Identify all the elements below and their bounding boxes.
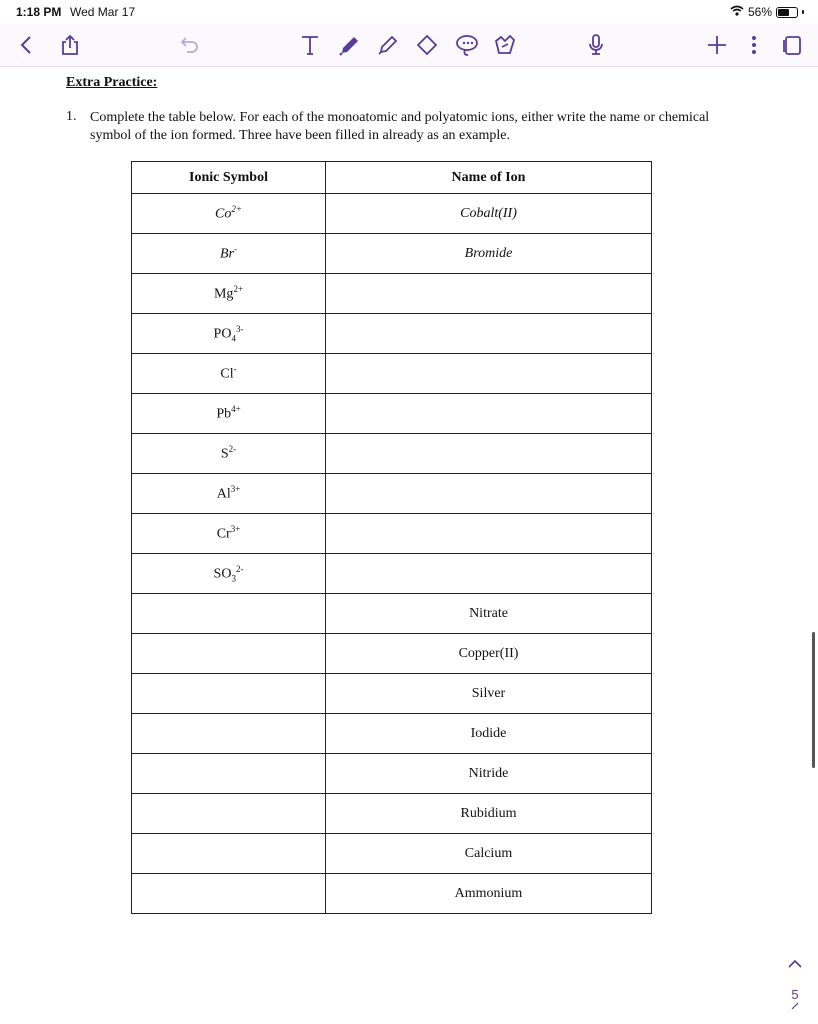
table-row: [132, 554, 652, 594]
ion-name: Copper(II): [458, 645, 519, 661]
symbol-charge: 2-: [228, 444, 237, 455]
ion-name-cell[interactable]: [326, 274, 652, 314]
section-heading: Extra Practice:: [66, 75, 158, 90]
ionic-symbol-cell[interactable]: [132, 674, 326, 714]
symbol-charge: 4+: [231, 404, 241, 415]
ion-name: Nitrate: [469, 605, 508, 621]
symbol-base: Br: [220, 246, 234, 262]
symbol-charge: 2+: [233, 284, 244, 295]
symbol-base: Co: [215, 206, 232, 222]
lasso-icon[interactable]: [452, 24, 482, 66]
status-time: 1:18 PM: [16, 5, 62, 19]
page-divider-icon: [785, 1002, 805, 1013]
symbol-base: PO: [213, 326, 232, 342]
status-right: [730, 5, 804, 19]
ion-name-cell[interactable]: [326, 634, 652, 674]
ion-name-cell[interactable]: [326, 794, 652, 834]
ionic-symbol-cell[interactable]: [132, 754, 326, 794]
ion-name: Rubidium: [460, 805, 517, 821]
table-row: [132, 514, 652, 554]
ionic-symbol-cell[interactable]: [132, 834, 326, 874]
ionic-symbol-cell[interactable]: [132, 354, 326, 394]
ion-name-cell[interactable]: [326, 234, 652, 274]
ion-name-cell[interactable]: [326, 754, 652, 794]
ion-name-cell[interactable]: [326, 674, 652, 714]
ionic-symbol-cell[interactable]: [132, 554, 326, 594]
symbol-base: Pb: [216, 406, 232, 422]
table-row: [132, 594, 652, 634]
ion-name: Ammonium: [454, 885, 523, 901]
undo-icon[interactable]: [176, 24, 204, 66]
ion-name-cell[interactable]: [326, 874, 652, 914]
ion-name-cell[interactable]: [326, 314, 652, 354]
ionic-symbol-cell[interactable]: [132, 514, 326, 554]
microphone-icon[interactable]: [582, 24, 610, 66]
ion-name-cell[interactable]: [326, 834, 652, 874]
header-ionic-symbol: Ionic Symbol: [132, 162, 326, 194]
table-row: [132, 434, 652, 474]
scrollbar[interactable]: [812, 632, 815, 768]
symbol-base: Cr: [216, 526, 231, 542]
table-row: [132, 354, 652, 394]
add-icon[interactable]: [703, 24, 731, 66]
ion-name-cell[interactable]: [326, 594, 652, 634]
more-icon[interactable]: [742, 24, 766, 66]
ion-name: Iodide: [470, 725, 507, 741]
symbol-base: Mg: [213, 286, 234, 302]
battery-icon: [776, 7, 798, 18]
status-bar: [0, 0, 818, 24]
question-number: 1.: [66, 109, 77, 124]
ion-name-cell[interactable]: [326, 554, 652, 594]
ion-name-cell[interactable]: [326, 434, 652, 474]
header-name-of-ion: Name of Ion: [326, 162, 652, 194]
question-text: Complete the table below. For each of the monoatomic and polyatomic ions, either write the name or chemical symbol of the ion formed. Three have been filled in already as an example.: [90, 110, 710, 143]
ionic-symbol-cell[interactable]: [132, 714, 326, 754]
toolbar: [0, 24, 818, 67]
ionic-symbol-cell[interactable]: [132, 194, 326, 234]
ionic-symbol-cell[interactable]: [132, 874, 326, 914]
ion-table: [131, 161, 652, 914]
pages-icon[interactable]: [778, 24, 806, 66]
ion-name: Bromide: [464, 245, 513, 261]
symbol-charge: -: [234, 244, 237, 255]
ion-name-cell[interactable]: [326, 194, 652, 234]
symbol-charge: 3-: [235, 323, 244, 334]
ionic-symbol-cell[interactable]: [132, 274, 326, 314]
ion-table-body: [132, 194, 652, 914]
symbol-base: SO: [213, 566, 232, 582]
ionic-symbol-cell[interactable]: [132, 474, 326, 514]
symbol-charge: 2-: [235, 563, 244, 574]
ion-name-cell[interactable]: [326, 714, 652, 754]
ion-name-cell[interactable]: [326, 394, 652, 434]
ionic-symbol-cell[interactable]: [132, 594, 326, 634]
ink-to-shape-icon[interactable]: [491, 24, 519, 66]
table-row: [132, 874, 652, 914]
symbol-base: Cl: [220, 366, 234, 382]
symbol-charge: 3+: [230, 524, 241, 535]
pen-icon[interactable]: [336, 24, 364, 66]
ionic-symbol-cell[interactable]: [132, 794, 326, 834]
table-row: [132, 674, 652, 714]
table-row: [132, 394, 652, 434]
ionic-symbol-cell[interactable]: [132, 634, 326, 674]
ionic-symbol-cell[interactable]: [132, 234, 326, 274]
table-row: [132, 274, 652, 314]
table-row: [132, 794, 652, 834]
ion-name: Cobalt(II): [460, 205, 517, 221]
table-row: [132, 314, 652, 354]
table-row: [132, 234, 652, 274]
symbol-subscript: 3: [231, 573, 236, 584]
symbol-charge: 3+: [230, 484, 241, 495]
ionic-symbol-cell[interactable]: [132, 394, 326, 434]
symbol-subscript: 4: [231, 333, 236, 344]
ion-name: Calcium: [464, 845, 513, 861]
text-tool-icon[interactable]: [296, 24, 324, 66]
document-page: [0, 67, 818, 1024]
table-row: [132, 754, 652, 794]
page-navigator[interactable]: [785, 955, 805, 1013]
ionic-symbol-cell[interactable]: [132, 314, 326, 354]
table-row: [132, 194, 652, 234]
status-date: Wed Mar 17: [70, 5, 136, 19]
eraser-icon[interactable]: [413, 24, 441, 66]
wifi-icon: [730, 5, 744, 19]
symbol-base: Al: [216, 486, 231, 502]
symbol-charge: -: [233, 364, 237, 375]
ion-name-cell[interactable]: [326, 354, 652, 394]
table-row: [132, 634, 652, 674]
highlighter-icon[interactable]: [374, 24, 402, 66]
ionic-symbol-cell[interactable]: [132, 434, 326, 474]
ion-name: Silver: [471, 685, 506, 701]
ion-name-cell[interactable]: [326, 514, 652, 554]
table-header-row: [132, 162, 652, 194]
ion-name-cell[interactable]: [326, 474, 652, 514]
symbol-charge: 2+: [231, 204, 242, 215]
ion-name: Nitride: [468, 765, 509, 781]
battery-percent: 56%: [747, 5, 772, 19]
table-row: [132, 474, 652, 514]
page-number: 5: [791, 987, 799, 1002]
symbol-base: S: [220, 446, 229, 462]
back-icon[interactable]: [14, 24, 38, 66]
table-row: [132, 834, 652, 874]
share-icon[interactable]: [56, 24, 84, 66]
chevron-up-icon[interactable]: [788, 955, 802, 971]
table-row: [132, 714, 652, 754]
